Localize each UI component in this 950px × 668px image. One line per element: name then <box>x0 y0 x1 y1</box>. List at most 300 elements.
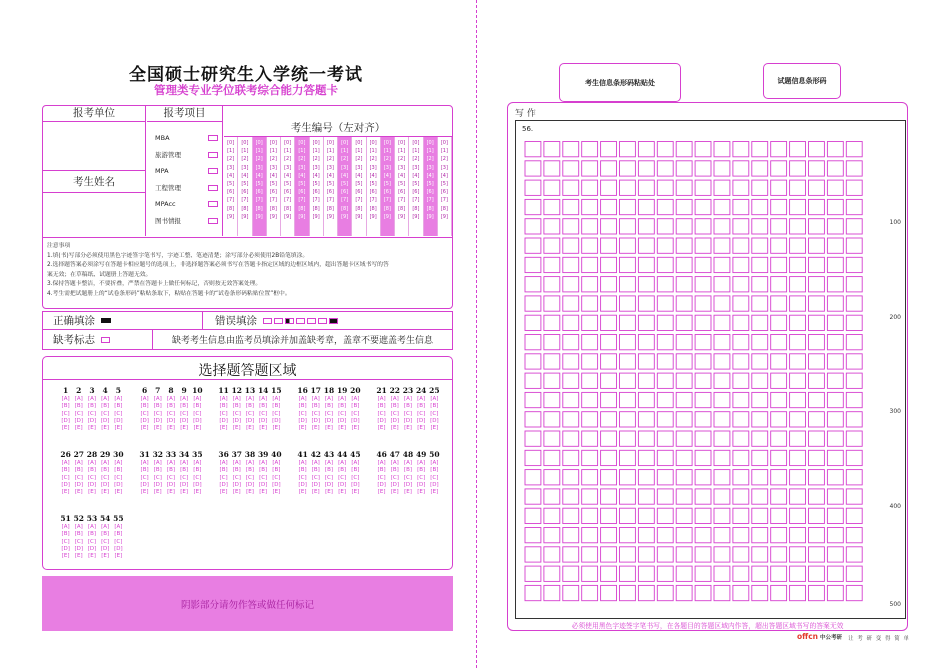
mc-option[interactable]: [E] <box>390 425 399 432</box>
digit-option[interactable]: [0] <box>227 140 235 146</box>
digit-option[interactable]: [7] <box>284 197 292 204</box>
digit-option[interactable]: [3] <box>326 164 334 171</box>
digit-option[interactable]: [9] <box>412 213 420 220</box>
digit-option[interactable]: [7] <box>269 197 277 204</box>
mc-option[interactable]: [B] <box>232 403 241 410</box>
mc-option[interactable]: [B] <box>390 403 399 410</box>
digit-option[interactable]: [2] <box>426 156 434 163</box>
mc-option[interactable]: [E] <box>417 425 426 432</box>
mc-option[interactable]: [C] <box>338 474 347 481</box>
mc-option[interactable]: [D] <box>166 481 176 488</box>
digit-option[interactable]: [3] <box>440 164 448 171</box>
digit-option[interactable]: [6] <box>284 189 292 196</box>
mc-option[interactable]: [B] <box>180 467 189 474</box>
mc-option[interactable]: [A] <box>101 524 110 530</box>
mc-option[interactable]: [C] <box>153 474 162 481</box>
digit-option[interactable]: [8] <box>326 205 334 212</box>
mc-option[interactable]: [D] <box>179 417 189 424</box>
digit-option[interactable]: [3] <box>241 164 249 171</box>
mc-option[interactable]: [B] <box>140 403 149 410</box>
mc-option[interactable]: [D] <box>416 417 426 424</box>
mc-option[interactable]: [D] <box>272 417 281 424</box>
mc-option[interactable]: [B] <box>245 467 254 474</box>
mc-option[interactable]: [C] <box>114 538 123 545</box>
mc-option[interactable]: [E] <box>259 425 268 432</box>
mc-option[interactable]: [A] <box>74 396 83 402</box>
digit-option[interactable]: [8] <box>440 205 448 212</box>
mc-option[interactable]: [E] <box>377 425 386 432</box>
digit-option[interactable]: [5] <box>412 181 420 188</box>
mc-option[interactable]: [A] <box>403 396 412 402</box>
mc-option[interactable]: [B] <box>390 467 399 474</box>
mc-option[interactable]: [A] <box>298 396 307 402</box>
digit-option[interactable]: [8] <box>227 205 235 212</box>
mc-option[interactable]: [D] <box>219 481 228 488</box>
mc-option[interactable]: [D] <box>258 481 268 488</box>
mc-option[interactable]: [E] <box>298 489 307 496</box>
mc-option[interactable]: [D] <box>100 417 110 424</box>
mc-option[interactable]: [B] <box>153 467 162 474</box>
digit-option[interactable]: [1] <box>227 148 235 155</box>
digit-option[interactable]: [3] <box>383 164 391 171</box>
digit-option[interactable]: [9] <box>341 213 349 220</box>
digit-option[interactable]: [7] <box>369 197 377 204</box>
mc-option[interactable]: [C] <box>219 474 228 481</box>
mc-option[interactable]: [B] <box>272 403 281 410</box>
mc-option[interactable]: [A] <box>87 460 96 466</box>
digit-option[interactable]: [5] <box>227 181 235 188</box>
mc-option[interactable]: [D] <box>351 417 360 424</box>
digit-option[interactable]: [4] <box>284 172 292 179</box>
mc-option[interactable]: [A] <box>351 460 360 466</box>
mc-option[interactable]: [B] <box>298 467 307 474</box>
digit-option[interactable]: [7] <box>383 197 391 204</box>
mc-option[interactable]: [A] <box>74 524 83 530</box>
mc-option[interactable]: [A] <box>101 396 110 402</box>
mc-option[interactable]: [B] <box>193 403 202 410</box>
mc-option[interactable]: [A] <box>430 460 439 466</box>
digit-option[interactable]: [0] <box>398 140 406 146</box>
digit-option[interactable]: [3] <box>369 164 377 171</box>
digit-option[interactable]: [7] <box>227 197 235 204</box>
mc-option[interactable]: [C] <box>390 474 399 481</box>
exam-number-digit-column[interactable] <box>224 137 238 236</box>
mc-option[interactable]: [A] <box>259 460 268 466</box>
mc-option[interactable]: [D] <box>311 417 321 424</box>
mc-option[interactable]: [D] <box>74 417 84 424</box>
digit-option[interactable]: [0] <box>298 140 306 146</box>
exam-number-digit-column[interactable] <box>381 137 395 236</box>
digit-option[interactable]: [6] <box>298 189 306 196</box>
digit-option[interactable]: [4] <box>426 172 434 179</box>
mc-option[interactable]: [E] <box>74 489 83 496</box>
mc-option[interactable]: [C] <box>324 410 334 417</box>
mc-option[interactable]: [E] <box>338 425 347 432</box>
mc-option[interactable]: [E] <box>193 425 202 432</box>
digit-option[interactable]: [0] <box>355 140 363 146</box>
mc-option[interactable]: [C] <box>74 410 83 417</box>
digit-option[interactable]: [2] <box>440 156 448 163</box>
mc-option[interactable]: [B] <box>101 531 110 538</box>
digit-option[interactable]: [7] <box>326 197 334 204</box>
mc-option[interactable]: [A] <box>403 460 412 466</box>
mc-option[interactable]: [D] <box>61 417 70 424</box>
mc-option[interactable]: [B] <box>114 403 123 410</box>
mc-option[interactable]: [C] <box>101 410 110 417</box>
mc-option[interactable]: [B] <box>61 403 70 410</box>
digit-option[interactable]: [5] <box>241 181 249 188</box>
mc-option[interactable]: [D] <box>61 545 70 552</box>
exam-number-digit-column[interactable] <box>409 137 423 236</box>
mc-option[interactable]: [B] <box>430 403 439 410</box>
mc-option[interactable]: [B] <box>324 467 333 474</box>
digit-option[interactable]: [4] <box>255 172 263 179</box>
mc-option[interactable]: [A] <box>259 396 268 402</box>
digit-option[interactable]: [9] <box>426 213 434 220</box>
digit-option[interactable]: [9] <box>326 213 334 220</box>
mc-option[interactable]: [A] <box>219 460 228 466</box>
mc-option[interactable]: [D] <box>179 481 189 488</box>
program-option[interactable] <box>147 147 222 164</box>
digit-option[interactable]: [7] <box>241 197 249 204</box>
digit-option[interactable]: [5] <box>312 181 320 188</box>
digit-option[interactable]: [2] <box>369 156 377 163</box>
mc-option[interactable]: [C] <box>232 410 241 417</box>
digit-option[interactable]: [8] <box>398 205 406 212</box>
mc-option[interactable]: [E] <box>88 553 96 560</box>
mc-option[interactable]: [E] <box>114 425 123 432</box>
digit-option[interactable]: [4] <box>269 172 277 179</box>
digit-option[interactable]: [8] <box>341 205 349 212</box>
digit-option[interactable]: [2] <box>284 156 292 163</box>
mc-option[interactable]: [A] <box>153 460 162 466</box>
digit-option[interactable]: [6] <box>269 189 277 196</box>
exam-number-digit-column[interactable] <box>295 137 309 236</box>
mc-option[interactable]: [E] <box>193 489 202 496</box>
mc-option[interactable]: [D] <box>74 481 84 488</box>
mc-option[interactable]: [D] <box>219 417 228 424</box>
mc-option[interactable]: [C] <box>153 410 162 417</box>
mc-option[interactable]: [B] <box>338 403 347 410</box>
digit-option[interactable]: [0] <box>341 140 349 146</box>
digit-option[interactable]: [7] <box>341 197 349 204</box>
digit-option[interactable]: [3] <box>412 164 420 171</box>
mc-option[interactable]: [E] <box>259 489 268 496</box>
digit-option[interactable]: [1] <box>355 148 363 155</box>
mc-option[interactable]: [B] <box>140 467 149 474</box>
mc-option[interactable]: [B] <box>232 467 241 474</box>
exam-number-digit-column[interactable] <box>352 137 366 236</box>
program-option[interactable] <box>147 130 222 147</box>
digit-option[interactable]: [3] <box>298 164 306 171</box>
digit-option[interactable]: [4] <box>312 172 320 179</box>
mc-option[interactable]: [C] <box>403 410 413 417</box>
mc-option[interactable]: [C] <box>351 410 360 417</box>
digit-option[interactable]: [3] <box>269 164 277 171</box>
digit-option[interactable]: [7] <box>312 197 320 204</box>
digit-option[interactable]: [6] <box>326 189 334 196</box>
digit-option[interactable]: [2] <box>383 156 391 163</box>
digit-option[interactable]: [5] <box>269 181 277 188</box>
digit-option[interactable]: [6] <box>440 189 448 196</box>
digit-option[interactable]: [5] <box>326 181 334 188</box>
digit-option[interactable]: [1] <box>241 148 249 155</box>
mc-option[interactable]: [A] <box>377 460 386 466</box>
mc-option[interactable]: [D] <box>258 417 268 424</box>
digit-option[interactable]: [4] <box>341 172 349 179</box>
digit-option[interactable]: [3] <box>355 164 363 171</box>
digit-option[interactable]: [2] <box>269 156 277 163</box>
digit-option[interactable]: [0] <box>269 140 277 146</box>
mc-option[interactable]: [B] <box>351 403 360 410</box>
digit-option[interactable]: [8] <box>355 205 363 212</box>
mc-option[interactable]: [C] <box>272 410 281 417</box>
mc-option[interactable]: [E] <box>404 489 412 496</box>
mc-option[interactable]: [C] <box>114 410 123 417</box>
digit-option[interactable]: [1] <box>426 148 434 155</box>
digit-option[interactable]: [1] <box>298 148 306 155</box>
digit-option[interactable]: [9] <box>284 213 292 220</box>
mc-option[interactable]: [D] <box>193 481 202 488</box>
digit-option[interactable]: [8] <box>426 205 434 212</box>
mc-option[interactable]: [B] <box>101 467 110 474</box>
mc-option[interactable]: [D] <box>337 417 347 424</box>
mc-option[interactable]: [A] <box>245 396 254 402</box>
digit-option[interactable]: [2] <box>412 156 420 163</box>
mc-option[interactable]: [D] <box>390 417 400 424</box>
digit-option[interactable]: [5] <box>369 181 377 188</box>
mc-option[interactable]: [D] <box>416 481 426 488</box>
mc-option[interactable]: [B] <box>166 467 175 474</box>
digit-option[interactable]: [4] <box>383 172 391 179</box>
digit-option[interactable]: [8] <box>269 205 277 212</box>
digit-option[interactable]: [9] <box>369 213 377 220</box>
mc-option[interactable]: [B] <box>74 467 83 474</box>
digit-option[interactable]: [8] <box>298 205 306 212</box>
digit-option[interactable]: [9] <box>398 213 406 220</box>
mc-option[interactable]: [B] <box>153 403 162 410</box>
mc-option[interactable]: [D] <box>377 481 386 488</box>
unit-field[interactable] <box>43 122 145 171</box>
mc-option[interactable]: [A] <box>193 460 202 466</box>
digit-option[interactable]: [1] <box>269 148 277 155</box>
digit-option[interactable]: [7] <box>298 197 306 204</box>
mc-option[interactable]: [B] <box>351 467 360 474</box>
mc-option[interactable]: [C] <box>417 474 426 481</box>
digit-option[interactable]: [0] <box>440 140 448 146</box>
program-checkbox[interactable] <box>208 185 218 191</box>
mc-option[interactable]: [E] <box>167 489 175 496</box>
mc-option[interactable]: [E] <box>417 489 426 496</box>
mc-option[interactable]: [A] <box>390 396 399 402</box>
digit-option[interactable]: [5] <box>440 181 448 188</box>
mc-option[interactable]: [A] <box>166 396 175 402</box>
mc-option[interactable]: [C] <box>74 538 83 545</box>
digit-option[interactable]: [7] <box>255 197 263 204</box>
mc-option[interactable]: [B] <box>377 467 386 474</box>
digit-option[interactable]: [9] <box>312 213 320 220</box>
mc-option[interactable]: [A] <box>101 460 110 466</box>
mc-option[interactable]: [C] <box>403 474 413 481</box>
digit-option[interactable]: [6] <box>312 189 320 196</box>
mc-option[interactable]: [E] <box>88 425 96 432</box>
mc-option[interactable]: [D] <box>377 417 386 424</box>
mc-option[interactable]: [C] <box>219 410 228 417</box>
mc-option[interactable]: [C] <box>193 410 202 417</box>
program-option[interactable] <box>147 213 222 230</box>
mc-option[interactable]: [E] <box>101 425 110 432</box>
mc-option[interactable]: [E] <box>114 489 123 496</box>
mc-option[interactable]: [C] <box>245 474 255 481</box>
exam-number-digit-column[interactable] <box>281 137 295 236</box>
mc-option[interactable]: [C] <box>61 538 70 545</box>
digit-option[interactable]: [0] <box>426 140 434 146</box>
digit-option[interactable]: [9] <box>255 213 263 220</box>
mc-option[interactable]: [C] <box>101 538 110 545</box>
mc-option[interactable]: [D] <box>430 417 439 424</box>
mc-option[interactable]: [A] <box>417 460 426 466</box>
mc-option[interactable]: [E] <box>298 425 307 432</box>
digit-option[interactable]: [8] <box>369 205 377 212</box>
mc-option[interactable]: [B] <box>311 467 320 474</box>
digit-option[interactable]: [9] <box>440 213 448 220</box>
digit-option[interactable]: [1] <box>312 148 320 155</box>
mc-option[interactable]: [C] <box>61 474 70 481</box>
mc-option[interactable]: [A] <box>140 396 149 402</box>
digit-option[interactable]: [2] <box>341 156 349 163</box>
mc-option[interactable]: [B] <box>324 403 333 410</box>
digit-option[interactable]: [3] <box>312 164 320 171</box>
mc-option[interactable]: [A] <box>74 460 83 466</box>
mc-option[interactable]: [C] <box>166 474 176 481</box>
mc-option[interactable]: [E] <box>74 553 83 560</box>
mc-option[interactable]: [B] <box>61 531 70 538</box>
mc-option[interactable]: [B] <box>166 403 175 410</box>
digit-option[interactable]: [6] <box>227 189 235 196</box>
mc-option[interactable]: [B] <box>377 403 386 410</box>
mc-option[interactable]: [E] <box>180 489 189 496</box>
mc-option[interactable]: [E] <box>219 425 228 432</box>
mc-option[interactable]: [E] <box>246 425 254 432</box>
mc-option[interactable]: [E] <box>311 489 320 496</box>
mc-option[interactable]: [E] <box>167 425 175 432</box>
digit-option[interactable]: [9] <box>241 213 249 220</box>
mc-option[interactable]: [E] <box>180 425 189 432</box>
mc-option[interactable]: [C] <box>180 474 189 481</box>
mc-option[interactable]: [A] <box>140 460 149 466</box>
mc-option[interactable]: [E] <box>404 425 412 432</box>
mc-option[interactable]: [B] <box>87 531 96 538</box>
mc-option[interactable]: [C] <box>390 410 399 417</box>
mc-option[interactable]: [D] <box>87 545 97 552</box>
digit-option[interactable]: [1] <box>440 148 448 155</box>
mc-option[interactable]: [E] <box>351 425 360 432</box>
digit-option[interactable]: [8] <box>241 205 249 212</box>
digit-option[interactable]: [2] <box>241 156 249 163</box>
mc-option[interactable]: [C] <box>417 410 426 417</box>
digit-option[interactable]: [4] <box>326 172 334 179</box>
exam-number-digit-column[interactable] <box>324 137 338 236</box>
mc-option[interactable]: [A] <box>377 396 386 402</box>
mc-option[interactable]: [A] <box>180 396 189 402</box>
writing-grid[interactable] <box>524 140 880 614</box>
digit-option[interactable]: [4] <box>241 172 249 179</box>
digit-option[interactable]: [9] <box>269 213 277 220</box>
mc-option[interactable]: [B] <box>114 531 123 538</box>
mc-option[interactable]: [C] <box>166 410 176 417</box>
mc-option[interactable]: [B] <box>298 403 307 410</box>
mc-option[interactable]: [C] <box>259 410 268 417</box>
digit-option[interactable]: [1] <box>412 148 420 155</box>
mc-option[interactable]: [B] <box>219 403 228 410</box>
digit-option[interactable]: [6] <box>255 189 263 196</box>
digit-option[interactable]: [4] <box>412 172 420 179</box>
digit-option[interactable]: [8] <box>284 205 292 212</box>
mc-option[interactable]: [B] <box>74 531 83 538</box>
mc-option[interactable]: [D] <box>390 481 400 488</box>
digit-option[interactable]: [2] <box>227 156 235 163</box>
digit-option[interactable]: [6] <box>241 189 249 196</box>
digit-option[interactable]: [3] <box>227 164 235 171</box>
digit-option[interactable]: [3] <box>341 164 349 171</box>
digit-option[interactable]: [9] <box>227 213 235 220</box>
mc-option[interactable]: [C] <box>193 474 202 481</box>
program-option[interactable] <box>147 180 222 197</box>
mc-option[interactable]: [B] <box>272 467 281 474</box>
mc-option[interactable]: [D] <box>87 481 97 488</box>
digit-option[interactable]: [4] <box>369 172 377 179</box>
digit-option[interactable]: [4] <box>298 172 306 179</box>
digit-option[interactable]: [1] <box>383 148 391 155</box>
mc-option[interactable]: [D] <box>193 417 202 424</box>
mc-option[interactable]: [D] <box>114 417 123 424</box>
mc-option[interactable]: [C] <box>430 410 439 417</box>
digit-option[interactable]: [7] <box>426 197 434 204</box>
mc-option[interactable]: [C] <box>351 474 360 481</box>
mc-option[interactable]: [A] <box>232 460 241 466</box>
mc-option[interactable]: [D] <box>114 481 123 488</box>
mc-option[interactable]: [C] <box>272 474 281 481</box>
mc-option[interactable]: [E] <box>101 489 110 496</box>
mc-option[interactable]: [A] <box>61 396 70 402</box>
mc-option[interactable]: [C] <box>87 410 97 417</box>
mc-option[interactable]: [A] <box>272 396 281 402</box>
mc-option[interactable]: [C] <box>114 474 123 481</box>
digit-option[interactable]: [4] <box>398 172 406 179</box>
mc-option[interactable]: [E] <box>153 425 162 432</box>
digit-option[interactable]: [3] <box>255 164 263 171</box>
mc-option[interactable]: [D] <box>153 481 163 488</box>
digit-option[interactable]: [4] <box>227 172 235 179</box>
mc-option[interactable]: [B] <box>338 467 347 474</box>
mc-option[interactable]: [E] <box>325 489 333 496</box>
mc-option[interactable]: [D] <box>100 481 110 488</box>
mc-option[interactable]: [A] <box>61 524 70 530</box>
digit-option[interactable]: [0] <box>312 140 320 146</box>
mc-option[interactable]: [C] <box>324 474 334 481</box>
mc-option[interactable]: [A] <box>180 460 189 466</box>
exam-number-digit-column[interactable] <box>395 137 409 236</box>
mc-option[interactable]: [D] <box>74 545 84 552</box>
digit-option[interactable]: [4] <box>355 172 363 179</box>
exam-number-digit-column[interactable] <box>338 137 352 236</box>
digit-option[interactable]: [5] <box>341 181 349 188</box>
mc-option[interactable]: [D] <box>232 481 242 488</box>
digit-option[interactable]: [5] <box>284 181 292 188</box>
mc-option[interactable]: [A] <box>324 396 333 402</box>
digit-option[interactable]: [6] <box>341 189 349 196</box>
mc-option[interactable]: [A] <box>61 460 70 466</box>
